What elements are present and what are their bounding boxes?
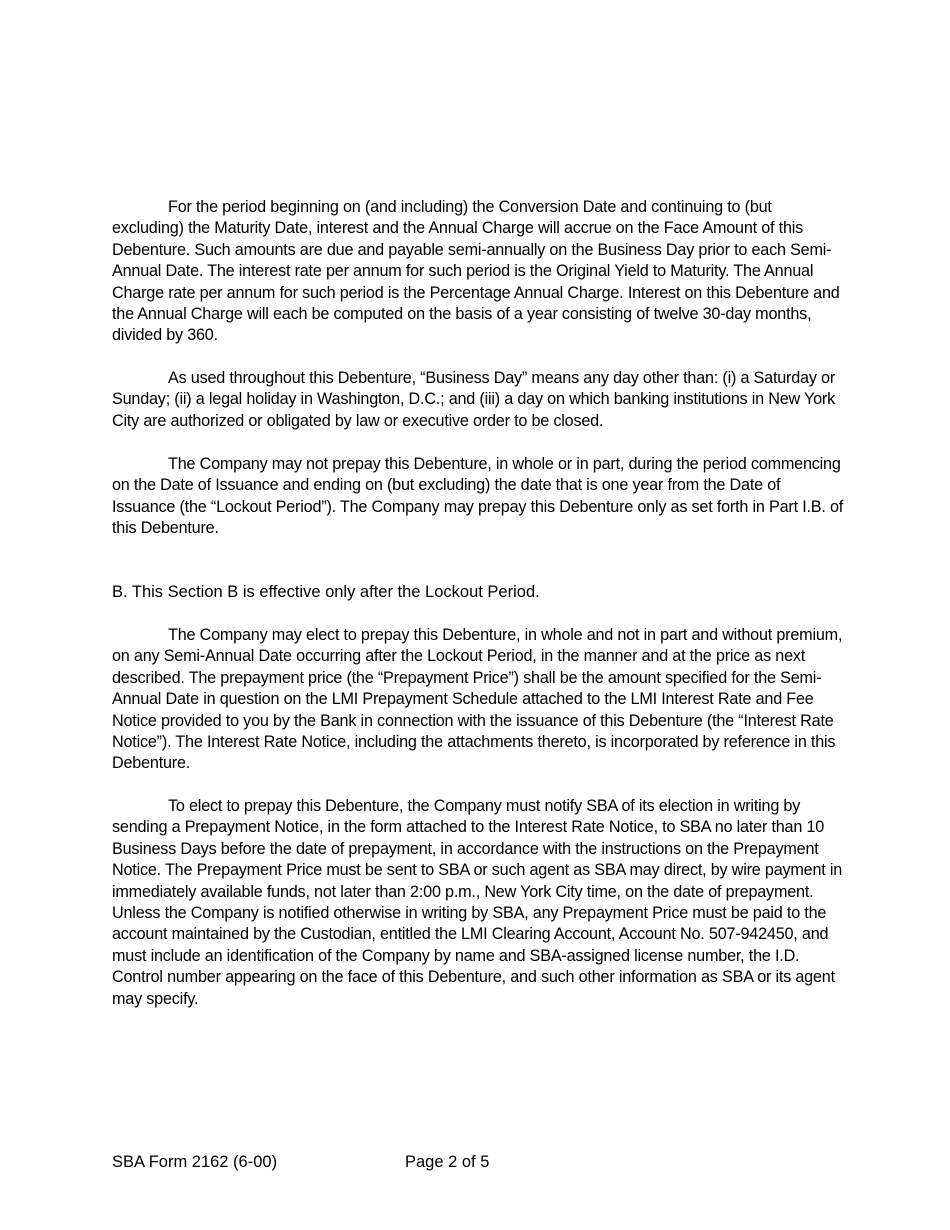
section-b-heading: B. This Section B is effective only after the Lockout Period. xyxy=(112,583,540,601)
footer-form-id: SBA Form 2162 (6-00) xyxy=(112,1153,278,1171)
paragraph-interest-accrual: For the period beginning on (and including) the Conversion Date and continuing to (but excluding) the Maturity Date, interest and the Annual Charge will accrue on the Face Amount of this Debenture. Such amounts are due and payable semi-annually on the Business Day prior to each Semi-Annual Date. The interest rate per annum for such period is the Original Yield to Maturity. The Annual Charge rate per annum for such period is the Percentage Annual Charge. Interest on this Debenture and the Annual Charge will each be computed on the basis of a year consisting of twelve 30-day months, divided by 360. xyxy=(112,198,840,345)
paragraph-prepayment-notice: To elect to prepay this Debenture, the Company must notify SBA of its election in writing by sending a Prepayment Notice, in the form attached to the Interest Rate Notice, to SBA no later than 10 Business Days before the date of prepayment, in accordance with the instructions on the Prepayment Notice. The Prepayment Price must be sent to SBA or such agent as SBA may direct, by wire payment in immediately available funds, not later than 2:00 p.m., New York City time, on the date of prepayment. Unless the Company is notified otherwise in writing by SBA, any Prepayment Price must be paid to the account maintained by the Custodian, entitled the LMI Clearing Account, Account No. 507-942450, and must include an identification of the Company by name and SBA-assigned license number, the I.D. Control number appearing on the face of this Debenture, and such other information as SBA or its agent may specify. xyxy=(112,797,843,1008)
paragraph-lockout-period: The Company may not prepay this Debenture, in whole or in part, during the period commencing on the Date of Issuance and ending on (but excluding) the date that is one year from the Date of Issuance (the “Lockout Period”). The Company may prepay this Debenture only as set forth in Part I.B. of this Debenture. xyxy=(112,455,844,538)
paragraph-business-day-definition: As used throughout this Debenture, “Business Day” means any day other than: (i) a Saturday or Sunday; (ii) a legal holiday in Washington, D.C.; and (iii) a day on which banking institutions in New York City are authorized or obligated by law or executive order to be closed. xyxy=(112,369,836,430)
paragraph-prepayment-election: The Company may elect to prepay this Debenture, in whole and not in part and without premium, on any Semi-Annual Date occurring after the Lockout Period, in the manner and at the price as next described. The prepayment price (the “Prepayment Price”) shall be the amount specified for the Semi-Annual Date in question on the LMI Prepayment Schedule attached to the LMI Interest Rate and Fee Notice provided to you by the Bank in connection with the issuance of this Debenture (the “Interest Rate Notice”). The Interest Rate Notice, including the attachments thereto, is incorporated by reference in this Debenture. xyxy=(112,626,843,773)
footer-page-number: Page 2 of 5 xyxy=(405,1153,490,1171)
